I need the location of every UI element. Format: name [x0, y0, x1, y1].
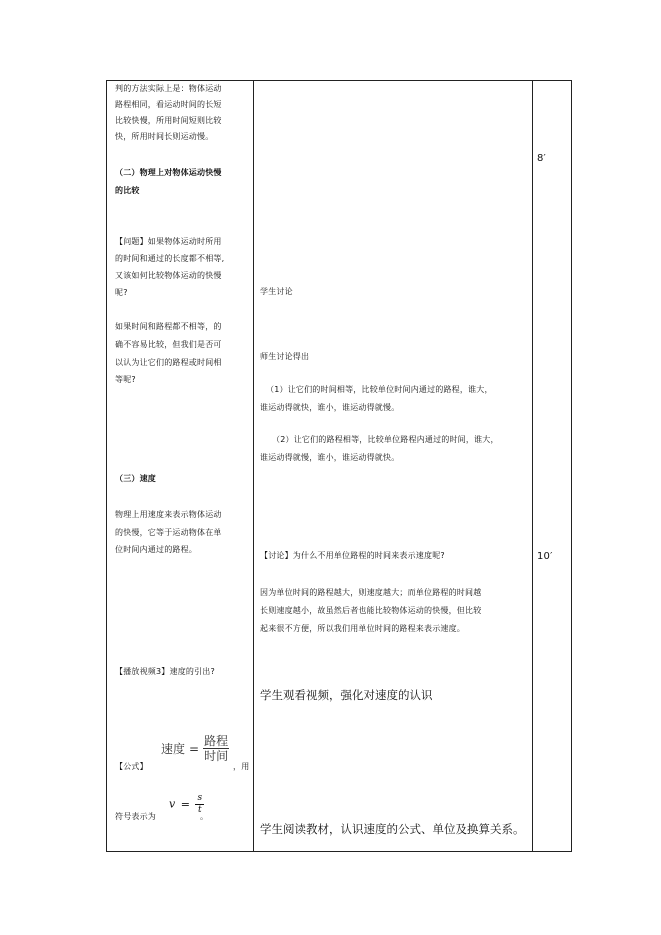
discussion-answer: 长则速度越小，故虽然后者也能比较物体运动的快慢，但比较	[260, 606, 482, 615]
paragraph-line: 以认为让它们的路程或时间相	[115, 358, 222, 367]
formula-lhs: 速度	[161, 742, 186, 756]
paragraph-line: 物理上用速度来表示物体运动	[115, 510, 222, 519]
symbol-s: s	[197, 793, 203, 803]
activity-text: （1）让它们的时间相等，比较单位时间内通过的路程，谁大，	[266, 385, 493, 394]
speed-formula-symbols	[169, 793, 204, 816]
speed-formula-words	[161, 734, 229, 763]
formula-fraction	[203, 734, 229, 763]
formula-label: 【公式】	[115, 762, 148, 771]
activity-text: 学生观看视频，强化对速度的认识	[260, 688, 433, 702]
section-heading: 的比较	[115, 186, 140, 195]
paragraph-line: 确不容易比较，但我们是否可	[115, 340, 222, 349]
formula-numerator: 路程	[204, 734, 229, 748]
activity-text: （2）让它们的路程相等，比较单位路程内通过的时间，谁大，	[272, 435, 499, 444]
activity-text: 学生阅读教材，认识速度的公式、单位及换算关系。	[260, 822, 525, 836]
symbol-t: t	[197, 805, 202, 815]
activity-text: 谁运动得就慢，谁小，谁运动得就快。	[260, 453, 400, 462]
activity-text: 谁运动得就快，谁小，谁运动得就慢。	[260, 403, 400, 412]
formula-equals: =	[189, 741, 200, 756]
formula-denominator: 时间	[204, 749, 229, 763]
paragraph-line: 快，所用时间长则运动慢。	[115, 132, 214, 141]
paragraph-line: 呢?	[115, 288, 128, 297]
symbol-v: v	[169, 797, 176, 811]
paragraph-line: 【问题】如果物体运动时所用	[115, 237, 222, 246]
discussion-answer: 因为单位时间的路程越大，则速度越大；而单位路程的时间越	[260, 588, 482, 597]
paragraph-line: 如果时间和路程都不相等，的	[115, 322, 222, 331]
discussion-answer: 起来很不方便，所以我们用单位时间的路程来表示速度。	[260, 624, 465, 633]
lesson-table	[106, 80, 572, 852]
paragraph-line: 的时间和通过的长度都不相等,	[115, 254, 225, 263]
formula-suffix: ，用	[233, 762, 250, 771]
paragraph-line: 判的方法实际上是：物体运动	[115, 84, 222, 93]
symbol-prefix: 符号表示为	[115, 812, 156, 821]
column-divider	[253, 81, 254, 851]
activity-text: 学生讨论	[260, 287, 293, 296]
discussion-question: 【讨论】为什么不用单位路程的时间来表示速度呢?	[260, 551, 445, 560]
paragraph-line: 比较快慢，所用时间短则比较	[115, 116, 222, 125]
video-note: 【播放视频3】速度的引出?	[115, 667, 215, 676]
time-allocation: 8′	[537, 153, 547, 164]
symbol-equals: =	[180, 797, 190, 811]
paragraph-line: 位时间内通过的路程。	[115, 545, 197, 554]
time-allocation: 10′	[537, 551, 553, 562]
symbol-end: 。	[200, 812, 209, 821]
activity-text: 师生讨论得出	[260, 352, 310, 361]
section-heading: （二）物理上对物体运动快慢	[115, 168, 222, 177]
column-divider	[532, 81, 533, 851]
paragraph-line: 的快慢，它等于运动物体在单	[115, 528, 222, 537]
section-heading: （三）速度	[115, 474, 156, 483]
paragraph-line: 等呢?	[115, 375, 136, 384]
paragraph-line: 又该如何比较物体运动的快慢	[115, 271, 222, 280]
paragraph-line: 路程相同，看运动时间的长短	[115, 100, 222, 109]
